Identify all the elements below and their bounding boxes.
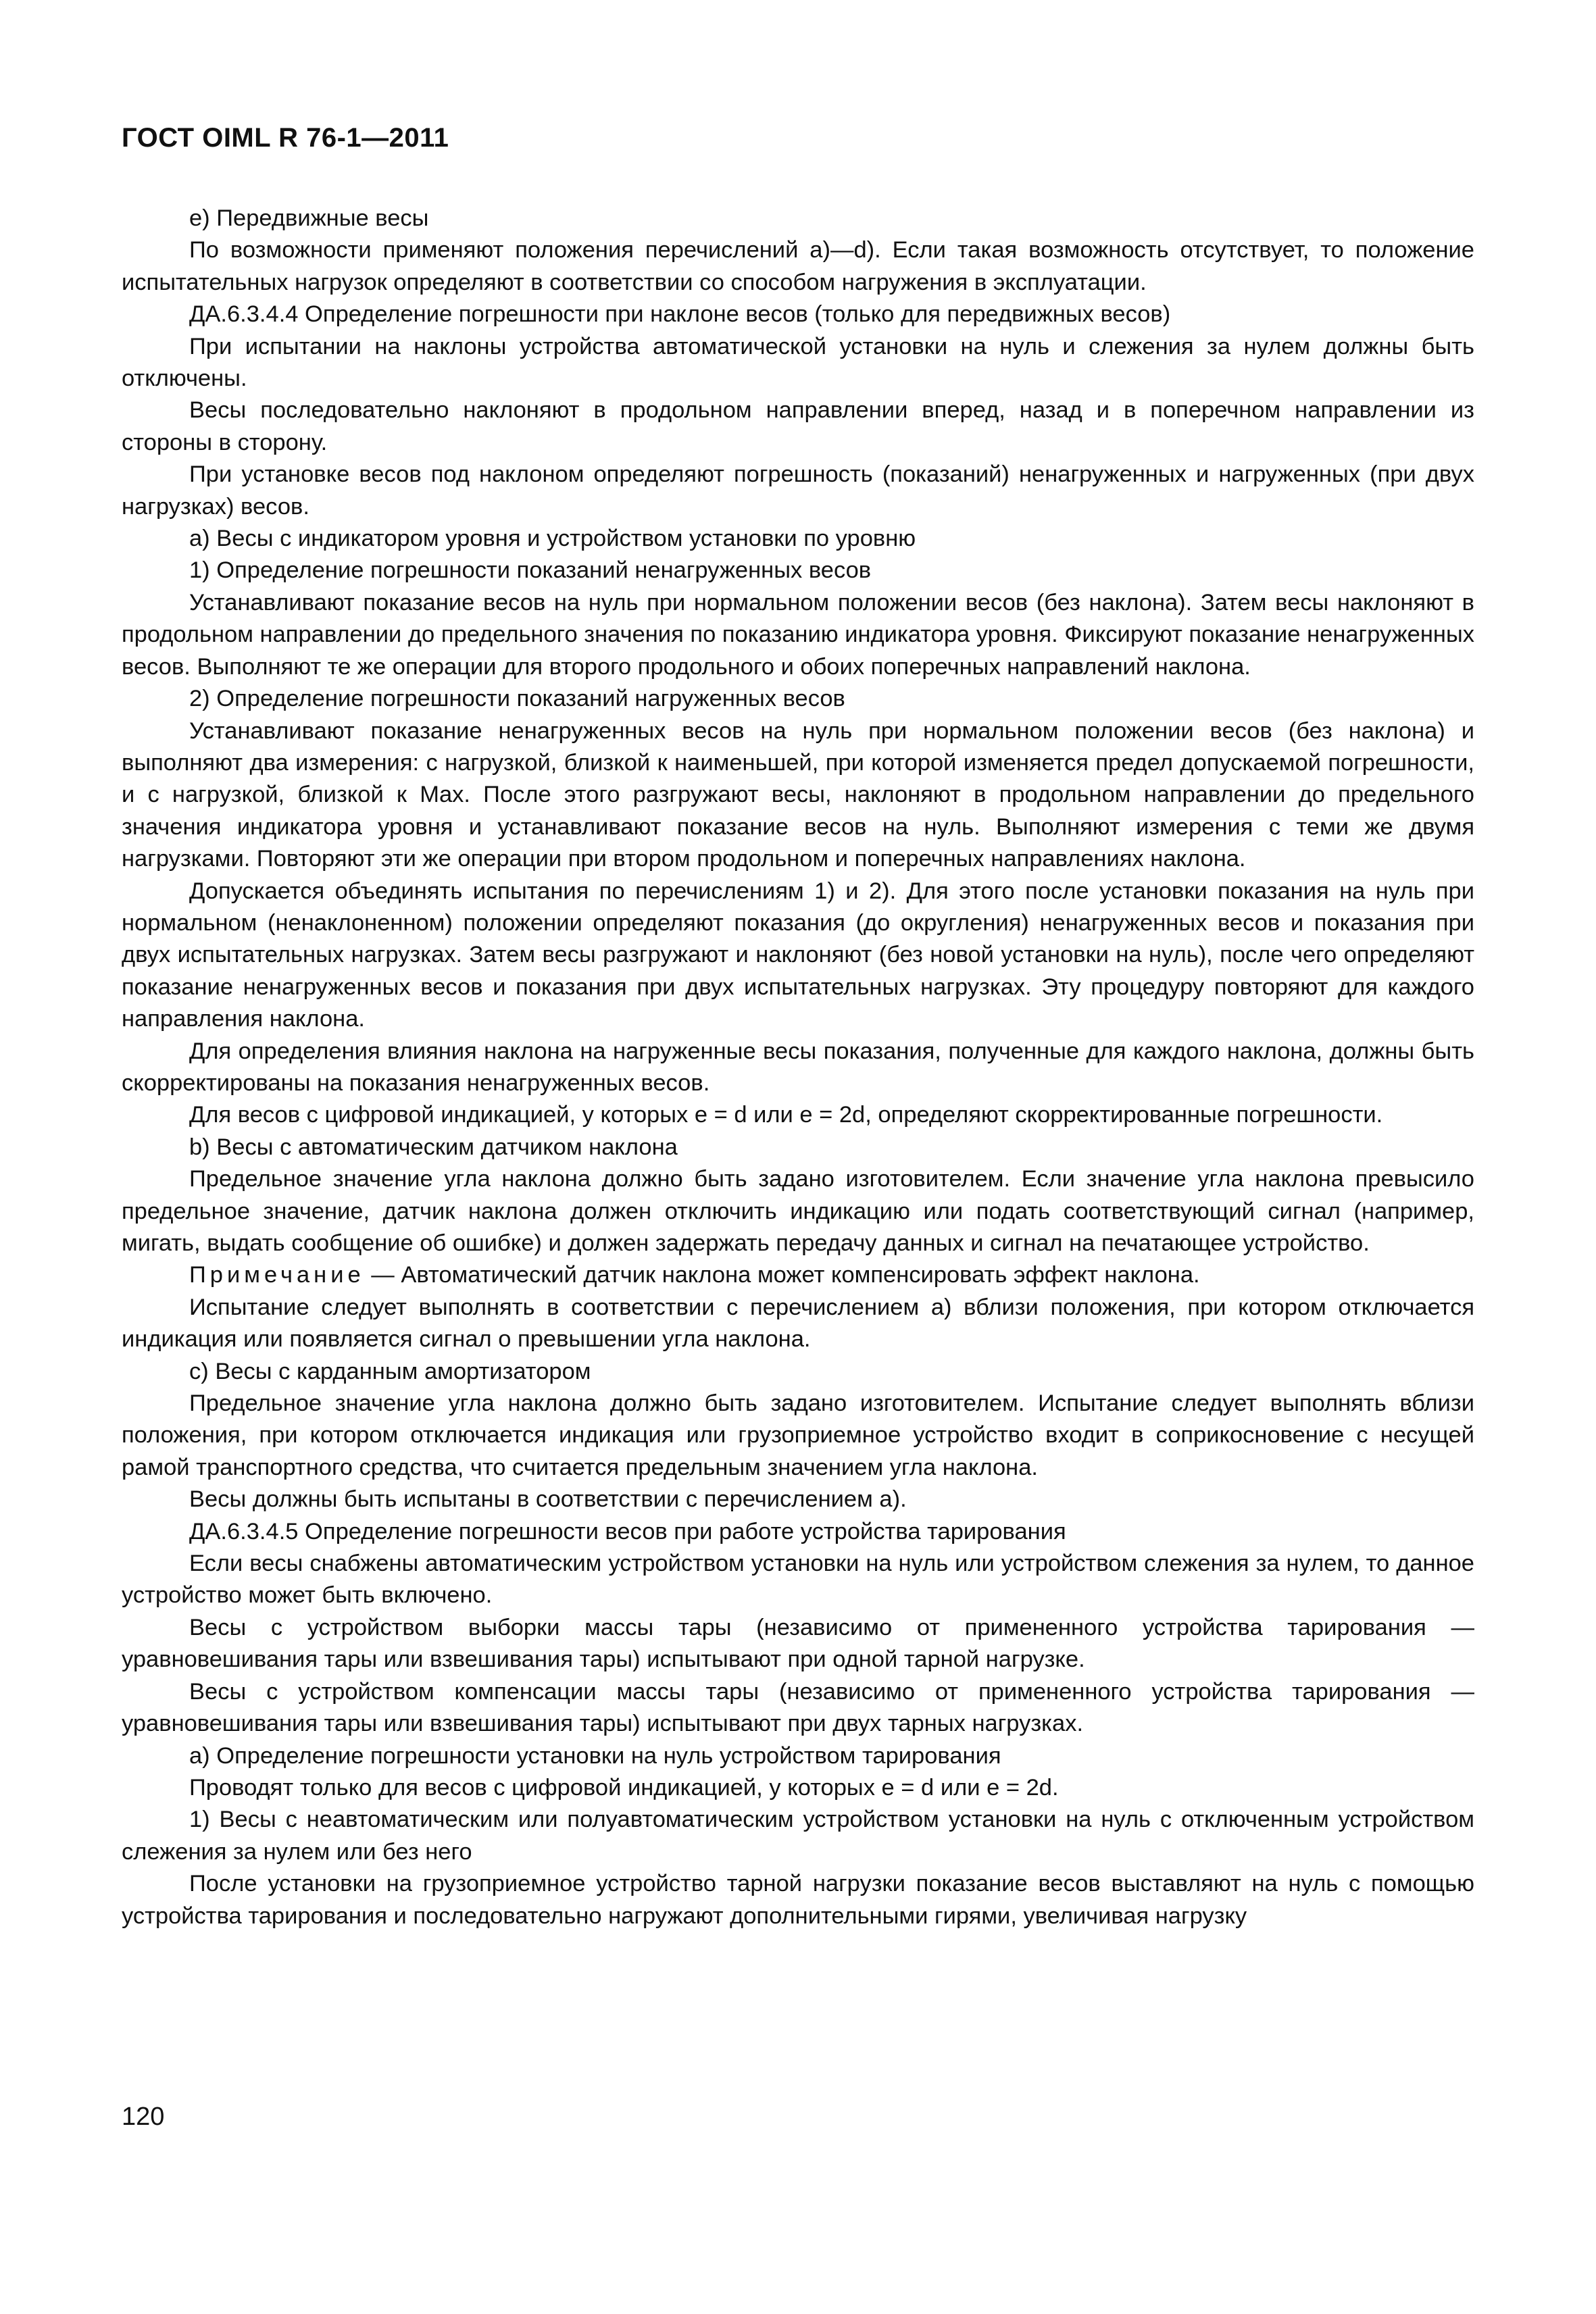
paragraph: Предельное значение угла наклона должно быть задано изготовителем. Испытание следует выполнять вблизи положения, при котором отключается индикация или грузоприемное устройство входит в соприкосновение с несущей рамой транспортного средства, что считается предельным значением угла наклона. (122, 1390, 1474, 1480)
document-body (122, 203, 1474, 1932)
note-text: Автоматический датчик наклона может компенсировать эффект наклона. (401, 1262, 1200, 1288)
paragraph: c) Весы с карданным амортизатором (189, 1358, 591, 1384)
paragraph: Весы должны быть испытаны в соответствии с перечислением a). (189, 1486, 907, 1513)
paragraph: Весы с устройством компенсации массы тары (независимо от примененного устройства тарирования — уравновешивания тары или взвешивания тары) испытывают при двух тарных нагрузках. (122, 1678, 1474, 1737)
paragraph: 1) Весы с неавтоматическим или полуавтоматическим устройством установки на нуль с отключенным устройством слежения за нулем или без него (122, 1807, 1474, 1865)
paragraph: Весы с устройством выборки массы тары (независимо от примененного устройства тарирования — уравновешивания тары или взвешивания тары) испытывают при одной тарной нагрузке. (122, 1614, 1474, 1673)
paragraph: Устанавливают показание ненагруженных весов на нуль при нормальном положении весов (без наклона) и выполняют два измерения: с нагрузкой, близкой к наименьшей, при которой изменяется предел допускаемой погрешности, и с нагрузкой, близкой к Max. После этого разгружают весы, наклоняют в продольном направлении до предельного значения индикатора уровня и устанавливают показание весов на нуль. Выполняют измерения с теми же двумя нагрузками. Повторяют эти же операции при втором продольном и поперечных направлениях наклона. (122, 718, 1474, 872)
paragraph: Для определения влияния наклона на нагруженные весы показания, полученные для каждого наклона, должны быть скорректированы на показания ненагруженных весов. (122, 1038, 1474, 1096)
paragraph: При испытании на наклоны устройства автоматической установки на нуль и слежения за нулем должны быть отключены. (122, 333, 1474, 392)
paragraph: ДА.6.3.4.4 Определение погрешности при наклоне весов (только для передвижных весов) (189, 301, 1171, 328)
paragraph: Испытание следует выполнять в соответствии с перечислением a) вблизи положения, при котором отключается индикация или появляется сигнал о превышении угла наклона. (122, 1294, 1474, 1353)
paragraph: b) Весы с автоматическим датчиком наклона (189, 1134, 678, 1160)
paragraph: ДА.6.3.4.5 Определение погрешности весов при работе устройства тарирования (189, 1518, 1066, 1544)
paragraph: 2) Определение погрешности показаний нагруженных весов (189, 686, 845, 712)
paragraph: Допускается объединять испытания по перечислениям 1) и 2). Для этого после установки показания на нуль при нормальном (ненаклоненном) положении определяют показания (до округления) ненагруженных весов и показания при двух испытательных нагрузках. Затем весы разгружают и наклоняют (без новой установки на нуль), после чего определяют показание ненагруженных весов и показания при двух испытательных нагрузках. Эту процедуру повторяют для каждого направления наклона. (122, 878, 1474, 1032)
paragraph: После установки на грузоприемное устройство тарной нагрузки показание весов выставляют на нуль с помощью устройства тарирования и последовательно нагружают дополнительными гирями, увеличивая нагрузку (122, 1871, 1474, 1929)
paragraph: По возможности применяют положения перечислений a)—d). Если такая возможность отсутствует, то положение испытательных нагрузок определяют в соответствии со способом нагружения в эксплуатации. (122, 237, 1474, 295)
paragraph: Если весы снабжены автоматическим устройством установки на нуль или устройством слежения за нулем, то данное устройство может быть включено. (122, 1551, 1474, 1609)
paragraph: Предельное значение угла наклона должно быть задано изготовителем. Если значение угла наклона превысило предельное значение, датчик наклона должен отключить индикацию или подать соответствующий сигнал (например, мигать, выдать сообщение об ошибке) и должен задержать передачу данных и сигнал на печатающее устройство. (122, 1166, 1474, 1256)
document-header: ГОСТ OIML R 76-1—2011 (122, 123, 449, 153)
paragraph: При установке весов под наклоном определяют погрешность (показаний) ненагруженных и нагруженных (при двух нагрузках) весов. (122, 461, 1474, 520)
paragraph: Устанавливают показание весов на нуль при нормальном положении весов (без наклона). Затем весы наклоняют в продольном направлении до предельного значения по показанию индикатора уровня. Фиксируют показание ненагруженных весов. Выполняют те же операции для второго продольного и обоих поперечных направлений наклона. (122, 589, 1474, 680)
paragraph: Весы последовательно наклоняют в продольном направлении вперед, назад и в поперечном направлении из стороны в сторону. (122, 397, 1474, 455)
paragraph: Для весов с цифровой индикацией, у которых e = d или e = 2d, определяют скорректированные погрешности. (189, 1102, 1383, 1128)
paragraph: e) Передвижные весы (189, 205, 429, 231)
paragraph: a) Весы с индикатором уровня и устройством установки по уровню (189, 526, 916, 552)
note-dash: — (364, 1262, 401, 1288)
paragraph: 1) Определение погрешности показаний ненагруженных весов (189, 557, 872, 584)
paragraph: a) Определение погрешности установки на нуль устройством тарирования (189, 1742, 1001, 1769)
note-paragraph (122, 1259, 1474, 1291)
page-number: 120 (122, 2103, 165, 2131)
paragraph: Проводят только для весов с цифровой индикацией, у которых e = d или e = 2d. (189, 1774, 1059, 1801)
note-label: Примечание (189, 1262, 365, 1288)
